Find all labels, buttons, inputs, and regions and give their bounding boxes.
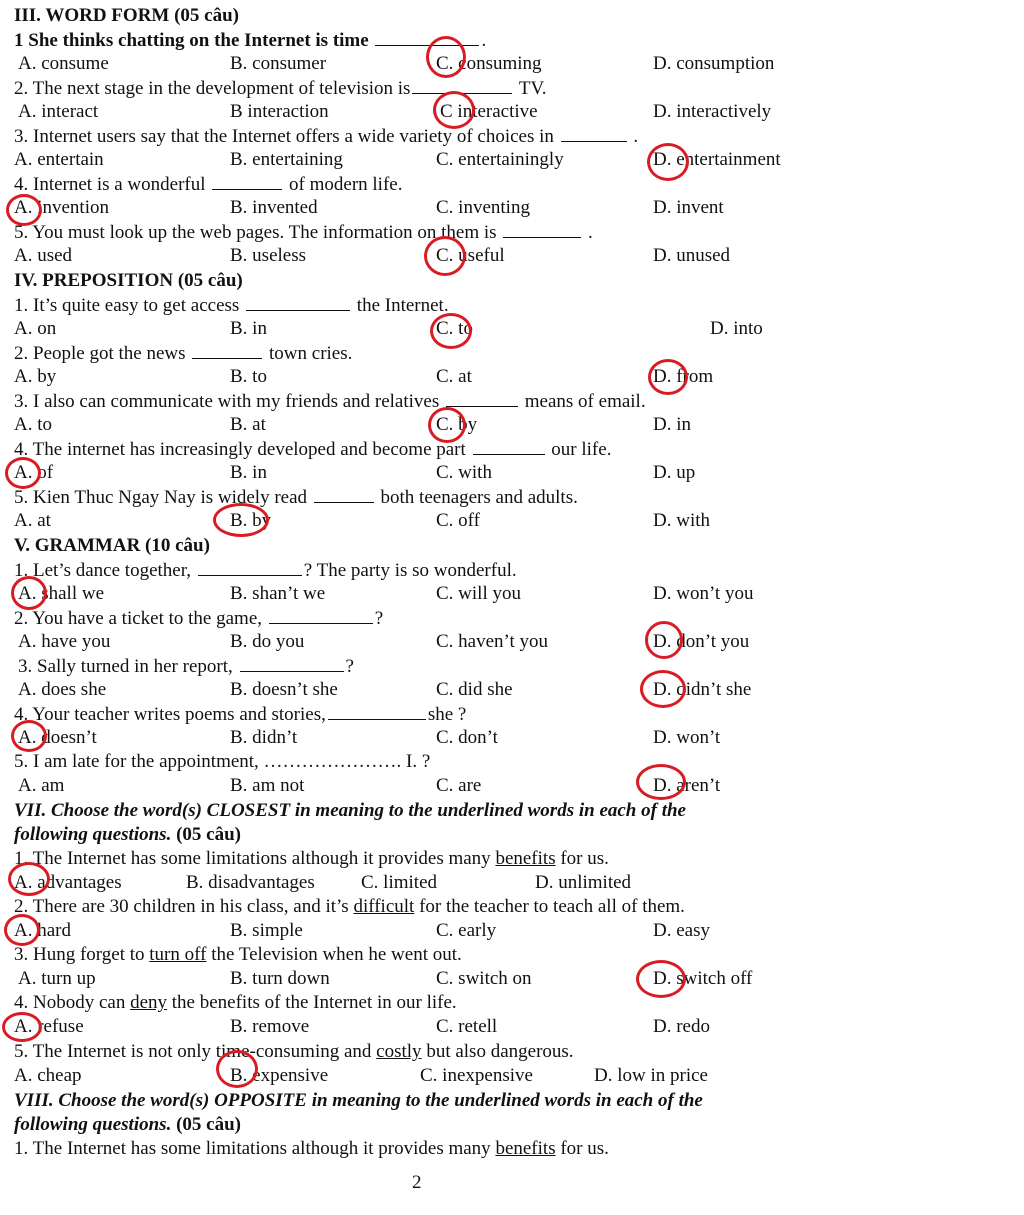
question-text: 3. Sally turned in her report, [18, 656, 238, 677]
question-text: 1. Let’s dance together, [14, 560, 196, 581]
page-number: 2 [412, 1172, 422, 1193]
option-d[interactable]: D. unlimited [535, 872, 632, 893]
underlined-word: deny [130, 992, 168, 1013]
option-a[interactable]: A. to [14, 414, 52, 435]
option-b[interactable]: B. shan’t we [230, 583, 326, 604]
underlined-word: benefits [495, 1138, 556, 1159]
option-d[interactable]: D. up [653, 462, 696, 483]
option-d[interactable]: D. low in price [594, 1065, 708, 1086]
question-text: 4. Internet is a wonderful [14, 174, 211, 195]
option-a[interactable]: A. turn up [18, 968, 96, 989]
question-row: 5. You must look up the web pages. The information on them is . [14, 222, 593, 243]
options-row [0, 509, 1024, 533]
option-d[interactable]: D. invent [653, 197, 724, 218]
option-a[interactable]: A. am [18, 775, 65, 796]
answer-blank [503, 220, 581, 238]
question-row: 4. Internet is a wonderful of modern life. [14, 174, 403, 195]
question-text: 2. People got the news [14, 343, 191, 364]
option-b[interactable]: B interaction [230, 101, 329, 122]
question-text: 5. Kien Thuc Ngay Nay is widely read [14, 487, 312, 508]
option-b[interactable]: B. am not [230, 775, 305, 796]
option-a[interactable]: A. of [14, 462, 54, 483]
option-b[interactable]: B. doesn’t she [230, 679, 338, 700]
underlined-word: benefits [495, 848, 556, 869]
question-row: 2. The next stage in the development of television is TV. [14, 78, 547, 99]
option-b[interactable]: B. useless [230, 245, 306, 266]
options-row [0, 100, 1024, 124]
option-d[interactable]: D. aren’t [653, 775, 721, 796]
question-row: 1. Let’s dance together, ? The party is so wonderful. [14, 560, 517, 581]
option-b[interactable]: B. consumer [230, 53, 327, 74]
underlined-word: costly [376, 1041, 422, 1062]
question-text: 2. You have a ticket to the game, [14, 608, 267, 629]
answer-blank [412, 76, 512, 94]
question-text: 2. There are 30 children in his class, and it’s [14, 896, 354, 917]
option-a[interactable]: A. refuse [14, 1016, 84, 1037]
option-b[interactable]: B. expensive [230, 1065, 329, 1086]
option-b[interactable]: B. in [230, 462, 267, 483]
options-row [0, 365, 1024, 389]
option-b[interactable]: B. to [230, 366, 267, 387]
option-d[interactable]: D. won’t [653, 727, 721, 748]
option-d[interactable]: D. didn’t she [653, 679, 752, 700]
question-row: 4. Your teacher writes poems and stories, she ? [14, 704, 467, 725]
question-row: 2. There are 30 children in his class, and it’s difficult for the teacher to teach all of them. [14, 896, 685, 917]
option-d[interactable]: D. switch off [653, 968, 753, 989]
question-row: 4. The internet has increasingly developed and become part our life. [14, 439, 612, 460]
question-row: 1. The Internet has some limitations although it provides many benefits for us. [14, 1138, 609, 1159]
option-a[interactable]: A. entertain [14, 149, 104, 170]
question-row: 3. Hung forget to turn off the Television when he went out. [14, 944, 462, 965]
option-b[interactable]: B. disadvantages [186, 872, 315, 893]
question-text: 1 She thinks chatting on the Internet is time [14, 30, 374, 51]
question-row: 1. It’s quite easy to get access the Internet. [14, 295, 449, 316]
question-text: 1. The Internet has some limitations although it provides many [14, 848, 496, 869]
option-c[interactable]: C. haven’t you [436, 631, 549, 652]
question-text: 4. The internet has increasingly developed and become part [14, 439, 471, 460]
underlined-word: turn off [149, 944, 207, 965]
question-text: 4. Nobody can [14, 992, 131, 1013]
options-row [0, 461, 1024, 485]
option-c[interactable]: C. limited [361, 872, 437, 893]
option-b[interactable]: B. turn down [230, 968, 330, 989]
option-c[interactable]: C. useful [436, 245, 505, 266]
option-b[interactable]: B. remove [230, 1016, 310, 1037]
option-d[interactable]: D. easy [653, 920, 710, 941]
question-row: 5. Kien Thuc Ngay Nay is widely read both teenagers and adults. [14, 487, 578, 508]
options-row [0, 582, 1024, 606]
option-b[interactable]: B. do you [230, 631, 305, 652]
question-row [0, 750, 1024, 774]
question-text: 1. It’s quite easy to get access [14, 295, 245, 316]
options-row [0, 1064, 1024, 1088]
section-heading-closest: VII. Choose the word(s) CLOSEST in meaning to the underlined words in each of the [14, 800, 686, 821]
option-c[interactable]: C. consuming [436, 53, 542, 74]
option-b[interactable]: B. invented [230, 197, 318, 218]
option-a[interactable]: A. at [14, 510, 51, 531]
option-d[interactable]: D. interactively [653, 101, 772, 122]
option-a[interactable]: A. does she [18, 679, 107, 700]
option-d[interactable]: D. from [653, 366, 714, 387]
question-row: 3. I also can communicate with my friends and relatives means of email. [14, 391, 646, 412]
option-c[interactable]: C. inventing [436, 197, 530, 218]
section-heading-word-form: III. WORD FORM (05 câu) [14, 5, 240, 26]
section-heading-preposition: IV. PREPOSITION (05 câu) [14, 270, 243, 291]
answer-blank [246, 293, 350, 311]
option-c[interactable]: C. early [436, 920, 497, 941]
option-d[interactable]: D. don’t you [653, 631, 750, 652]
answer-blank [212, 172, 282, 190]
option-b[interactable]: B. at [230, 414, 266, 435]
question-row: 5. The Internet is not only time-consuming and costly but also dangerous. [14, 1041, 574, 1062]
option-a[interactable]: A. consume [18, 53, 109, 74]
option-c[interactable]: C. by [436, 414, 478, 435]
options-row [0, 244, 1024, 268]
question-row: 1 She thinks chatting on the Internet is time . [14, 30, 487, 51]
question-text: 4. Your teacher writes poems and stories, [14, 704, 326, 725]
option-d[interactable]: D. redo [653, 1016, 710, 1037]
question-row: 1. The Internet has some limitations although it provides many benefits for us. [14, 848, 609, 869]
option-a[interactable]: A. interact [18, 101, 99, 122]
option-c[interactable]: C. will you [436, 583, 521, 604]
option-a[interactable]: A. have you [18, 631, 111, 652]
option-a[interactable]: A. shall we [18, 583, 105, 604]
underlined-word: difficult [353, 896, 415, 917]
answer-blank [328, 702, 426, 720]
question-text: 5. I am late for the appointment, …………………. I. ? [14, 751, 431, 772]
option-d[interactable]: D. entertainment [653, 149, 781, 170]
question-row: 2. People got the news town cries. [14, 343, 353, 364]
option-b[interactable]: B. entertaining [230, 149, 343, 170]
options-row [0, 1015, 1024, 1039]
question-row: 4. Nobody can deny the benefits of the Internet in our life. [14, 992, 457, 1013]
option-c[interactable]: C. don’t [436, 727, 498, 748]
answer-blank [192, 341, 262, 359]
options-row [0, 317, 1024, 341]
option-c[interactable]: C. to [436, 318, 473, 339]
option-c[interactable]: C. entertainingly [436, 149, 564, 170]
option-a[interactable]: A. used [14, 245, 73, 266]
option-d[interactable]: D. in [653, 414, 691, 435]
option-d[interactable]: D. into [710, 318, 763, 339]
question-text: 5. You must look up the web pages. The information on them is [14, 222, 502, 243]
option-c[interactable]: C. inexpensive [420, 1065, 533, 1086]
option-a[interactable]: A. cheap [14, 1065, 82, 1086]
option-d[interactable]: D. won’t you [653, 583, 754, 604]
answer-blank [561, 124, 627, 142]
question-text: 5. The Internet is not only time-consuming and [14, 1041, 377, 1062]
section-heading-closest-cont: following questions. [14, 824, 172, 845]
question-text: 2. The next stage in the development of television is [14, 78, 411, 99]
options-row [0, 967, 1024, 991]
answer-blank [198, 558, 302, 576]
option-c[interactable]: C. with [436, 462, 492, 483]
option-c[interactable]: C. off [436, 510, 480, 531]
options-row [0, 630, 1024, 654]
option-c[interactable]: C. retell [436, 1016, 498, 1037]
option-c[interactable]: C interactive [440, 101, 538, 122]
options-row [0, 52, 1024, 76]
option-c[interactable]: C. are [436, 775, 482, 796]
option-a[interactable]: A. on [14, 318, 57, 339]
options-row [0, 678, 1024, 702]
option-a[interactable]: A. invention [14, 197, 109, 218]
options-row [0, 148, 1024, 172]
question-text: 3. Hung forget to [14, 944, 150, 965]
option-c[interactable]: C. did she [436, 679, 513, 700]
question-row: 3. Sally turned in her report, ? [18, 656, 354, 677]
options-row [0, 196, 1024, 220]
options-row [0, 413, 1024, 437]
options-row [0, 774, 1024, 798]
answer-blank [240, 654, 344, 672]
option-c[interactable]: C. at [436, 366, 472, 387]
option-b[interactable]: B. in [230, 318, 267, 339]
question-row: 3. Internet users say that the Internet offers a wide variety of choices in . [14, 126, 639, 147]
question-text: 3. Internet users say that the Internet offers a wide variety of choices in [14, 126, 559, 147]
answer-blank [446, 389, 518, 407]
options-row [0, 919, 1024, 943]
option-c[interactable]: C. switch on [436, 968, 532, 989]
option-a[interactable]: A. doesn’t [18, 727, 97, 748]
option-b[interactable]: B. didn’t [230, 727, 298, 748]
option-d[interactable]: D. consumption [653, 53, 775, 74]
option-b[interactable]: B. by [230, 510, 272, 531]
answer-blank [375, 28, 479, 46]
option-a[interactable]: A. by [14, 366, 57, 387]
question-text: 1. The Internet has some limitations although it provides many [14, 1138, 496, 1159]
section-heading-opposite: VIII. Choose the word(s) OPPOSITE in meaning to the underlined words in each of the [14, 1090, 703, 1111]
options-row [0, 726, 1024, 750]
question-row: 2. You have a ticket to the game, ? [14, 608, 384, 629]
option-a[interactable]: A. advantages [14, 872, 122, 893]
question-text: 3. I also can communicate with my friends and relatives [14, 391, 445, 412]
options-row [0, 871, 1024, 895]
section-heading-opposite-cont: following questions. [14, 1114, 172, 1135]
section-heading-grammar: V. GRAMMAR (10 câu) [14, 535, 210, 556]
option-b[interactable]: B. simple [230, 920, 303, 941]
option-a[interactable]: A. hard [14, 920, 71, 941]
option-d[interactable]: D. unused [653, 245, 731, 266]
answer-blank [269, 606, 373, 624]
option-d[interactable]: D. with [653, 510, 710, 531]
answer-blank [473, 437, 545, 455]
answer-blank [314, 485, 374, 503]
